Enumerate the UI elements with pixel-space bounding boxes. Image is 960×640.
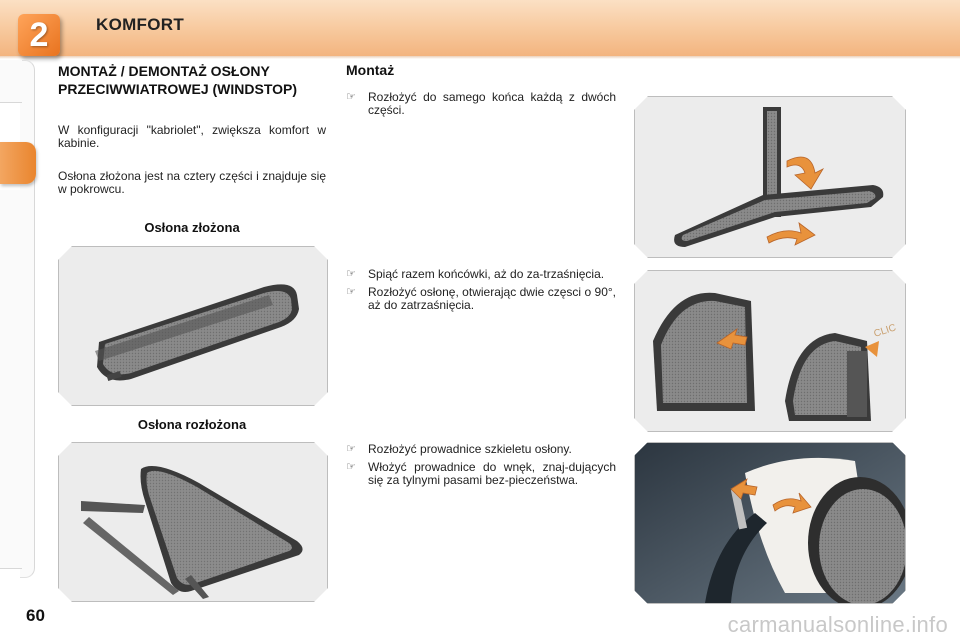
step-unfold-parts: ☞ Rozłożyć do samego końca każdą z dwóch części. — [346, 90, 616, 117]
step-open-90: ☞ Rozłożyć osłonę, otwierając dwie częsci o 90°, aż do zatrzaśnięcia. — [346, 285, 616, 312]
step-1-illustration — [635, 97, 905, 257]
chapter-tab-11[interactable] — [0, 526, 22, 569]
figure-step-3-insert — [634, 442, 906, 604]
chapter-tab-8[interactable] — [0, 400, 22, 443]
steps-group-1 — [346, 91, 616, 122]
page-number: 60 — [26, 606, 45, 625]
step-insert-guides: ☞ Włożyć prowadnice do wnęk, znaj-dujących się za tylnymi pasami bez-pieczeństwa. — [346, 460, 616, 487]
svg-text:CLIC: CLIC — [872, 322, 898, 340]
chapter-tabs — [0, 60, 32, 580]
chapter-tab-4[interactable] — [0, 232, 22, 275]
pointing-hand-icon: ☞ — [346, 286, 356, 298]
chapter-tab-5[interactable] — [0, 274, 22, 317]
step-3-illustration — [635, 443, 905, 603]
steps-group-3 — [346, 443, 616, 492]
chapter-number-badge: 2 — [18, 14, 60, 56]
caption-unfolded: Osłona rozłożona — [137, 417, 247, 432]
steps-group-2 — [346, 268, 616, 317]
storage-paragraph: Osłona złożona jest na cztery części i znajduje się w pokrowcu. — [58, 169, 326, 196]
chapter-tab-3[interactable] — [0, 190, 22, 233]
pointing-hand-icon: ☞ — [346, 268, 356, 280]
pointing-hand-icon: ☞ — [346, 91, 356, 103]
chapter-tab-2-active[interactable] — [0, 142, 36, 184]
watermark: carmanualsonline.info — [727, 612, 948, 637]
assembly-subheading: Montaż — [346, 62, 395, 78]
chapter-tab-7[interactable] — [0, 358, 22, 401]
figure-unfolded-windstop — [58, 442, 328, 602]
step-2-illustration — [635, 271, 905, 431]
step-unfold-guides: ☞ Rozłożyć prowadnice szkieletu osłony. — [346, 442, 572, 456]
section-title: MONTAŻ / DEMONTAŻ OSŁONY PRZECIWWIATROWEJ (WINDSTOP) — [58, 63, 298, 97]
intro-paragraph: W konfiguracji "kabriolet", zwiększa komfort w kabinie. — [58, 123, 326, 150]
pointing-hand-icon: ☞ — [346, 443, 356, 455]
figure-step-2-join — [634, 270, 906, 432]
figure-step-1-unfold — [634, 96, 906, 258]
orange-arrow-icon — [787, 157, 823, 189]
pointing-hand-icon: ☞ — [346, 461, 356, 473]
orange-arrow-icon — [767, 223, 815, 245]
header-shadow — [0, 56, 960, 59]
caption-folded: Osłona złożona — [144, 220, 240, 235]
chapter-tab-6[interactable] — [0, 316, 22, 359]
unfolded-windstop-illustration — [59, 443, 327, 601]
chapter-tab-9[interactable] — [0, 442, 22, 485]
figure-folded-windstop — [58, 246, 328, 406]
folded-windstop-illustration — [59, 247, 327, 405]
chapter-tab-1[interactable] — [0, 60, 22, 103]
chapter-title: KOMFORT — [96, 15, 185, 34]
chapter-tab-10[interactable] — [0, 484, 22, 527]
step-join-ends: ☞ Spiąć razem końcówki, aż do za-trzaśnięcia. — [346, 267, 605, 281]
